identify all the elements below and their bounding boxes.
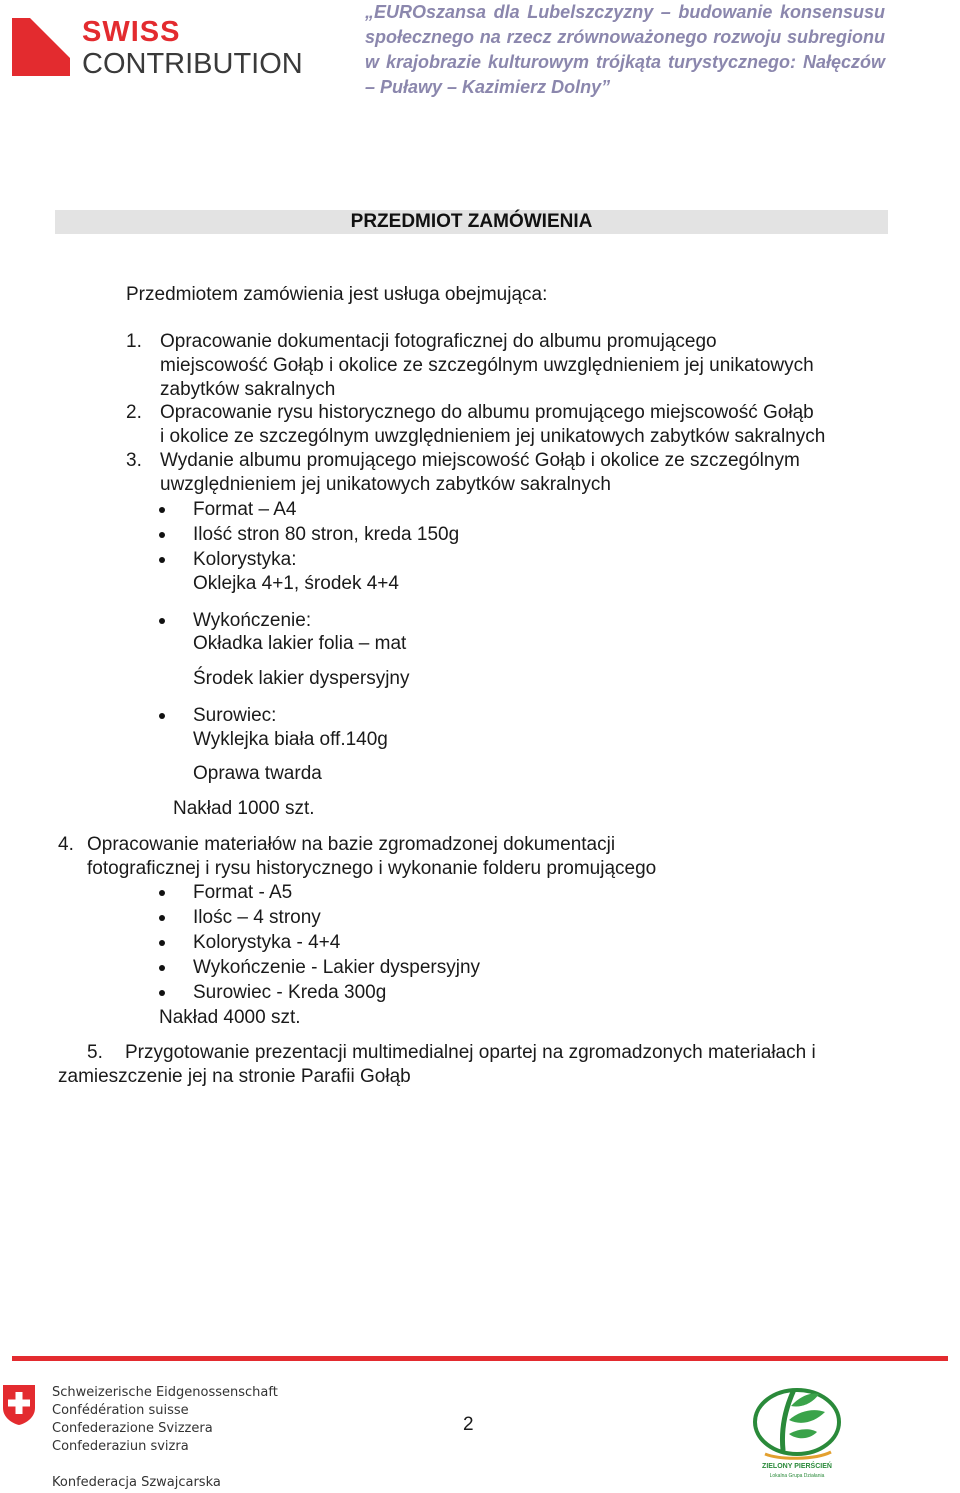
swiss-name-pl: Konfederacja Szwajcarska bbox=[52, 1475, 221, 1490]
bullet-icon bbox=[159, 890, 165, 896]
item-3-finish-inside: Środek lakier dyspersyjny bbox=[193, 668, 410, 689]
bullet-icon bbox=[159, 713, 165, 719]
item-3-print-run: Nakład 1000 szt. bbox=[173, 798, 315, 819]
item-5-line-2: zamieszczenie jej na stronie Parafii Gołąb bbox=[58, 1066, 411, 1087]
section-title: PRZEDMIOT ZAMÓWIENIA bbox=[350, 211, 593, 232]
item-4-format: Format - A5 bbox=[193, 882, 293, 903]
bullet-icon bbox=[159, 915, 165, 921]
item-4-print-run: Nakład 4000 szt. bbox=[159, 1007, 301, 1028]
item-3-pages: Ilość stron 80 stron, kreda 150g bbox=[193, 524, 460, 545]
item-3-line-1: Wydanie albumu promującego miejscowość Gołąb i okolice ze szczególnym bbox=[160, 450, 800, 471]
item-1-number: 1. bbox=[126, 331, 142, 352]
item-2-line-2: i okolice ze szczególnym uwzględnieniem jej unikatowych zabytków sakralnych bbox=[160, 426, 826, 447]
page-number: 2 bbox=[463, 1414, 474, 1435]
swiss-name-de: Schweizerische Eidgenossenschaft bbox=[52, 1385, 278, 1400]
item-3-format: Format – A4 bbox=[193, 499, 297, 520]
swiss-confederation-text bbox=[52, 1384, 278, 1456]
section-title-bar bbox=[55, 210, 888, 234]
item-2-line-1: Opracowanie rysu historycznego do albumu promującego miejscowość Gołąb bbox=[160, 402, 814, 423]
item-3-color-label: Kolorystyka: bbox=[193, 549, 297, 570]
item-3-line-2: uwzględnieniem jej unikatowych zabytków sakralnych bbox=[160, 474, 611, 495]
item-4-line-1: Opracowanie materiałów na bazie zgromadzonej dokumentacji bbox=[87, 834, 616, 855]
swiss-name-rm: Confederaziun svizra bbox=[52, 1439, 189, 1454]
item-1-line-1: Opracowanie dokumentacji fotograficznej do albumu promującego bbox=[160, 331, 717, 352]
project-title: „EUROszansa dla Lubelszczyzny – budowanie konsensusu społecznego na rzecz zrównoważonego rozwoju subregionu w krajobrazie kulturowym trójkąta turystycznego: Nałęczów – Puławy – Kazimierz Dolny” bbox=[365, 2, 885, 97]
item-1-line-2: miejscowość Gołąb i okolice ze szczególnym uwzględnieniem jej unikatowych bbox=[160, 355, 814, 376]
item-3-material-endpaper: Wyklejka biała off.140g bbox=[193, 729, 388, 750]
item-1-line-3: zabytków sakralnych bbox=[160, 379, 336, 400]
item-4-finish: Wykończenie - Lakier dyspersyjny bbox=[193, 957, 481, 978]
item-4-material: Surowiec - Kreda 300g bbox=[193, 982, 387, 1003]
zielony-pierscien-name: ZIELONY PIERŚCIEŃ bbox=[762, 1463, 832, 1470]
item-3-finish-cover: Okładka lakier folia – mat bbox=[193, 633, 407, 654]
item-3-color-value: Oklejka 4+1, środek 4+4 bbox=[193, 573, 399, 594]
swiss-name-it: Confederazione Svizzera bbox=[52, 1421, 213, 1436]
bullet-icon bbox=[159, 965, 165, 971]
bullet-icon bbox=[159, 990, 165, 996]
item-3-finish-label: Wykończenie: bbox=[193, 610, 312, 631]
footer-divider bbox=[12, 1356, 948, 1361]
zielony-pierscien-subtitle: Lokalna Grupa Działania bbox=[769, 1473, 825, 1479]
item-3-material-label: Surowiec: bbox=[193, 705, 277, 726]
item-4-colors: Kolorystyka - 4+4 bbox=[193, 932, 341, 953]
bullet-icon bbox=[159, 557, 165, 563]
item-4-line-2: fotograficznej i rysu historycznego i wykonanie folderu promującego bbox=[87, 858, 657, 879]
item-3-number: 3. bbox=[126, 450, 142, 471]
item-3-binding: Oprawa twarda bbox=[193, 763, 322, 784]
bullet-icon bbox=[159, 507, 165, 513]
bullet-icon bbox=[159, 618, 165, 624]
swiss-contribution-logo bbox=[12, 14, 312, 84]
item-4-pages: Ilośc – 4 strony bbox=[193, 907, 321, 928]
logo-text-swiss: SWISS bbox=[82, 16, 181, 48]
swiss-coat-of-arms-icon bbox=[2, 1384, 36, 1426]
bullet-icon bbox=[159, 532, 165, 538]
item-5-number: 5. bbox=[87, 1042, 103, 1063]
item-4-number: 4. bbox=[58, 834, 74, 855]
item-2-number: 2. bbox=[126, 402, 142, 423]
logo-text-contribution: CONTRIBUTION bbox=[82, 48, 303, 80]
swiss-name-fr: Confédération suisse bbox=[52, 1403, 189, 1418]
swiss-contribution-mark-icon bbox=[12, 18, 70, 76]
item-5-line-1: Przygotowanie prezentacji multimedialnej opartej na zgromadzonych materiałach i bbox=[125, 1042, 816, 1063]
bullet-icon bbox=[159, 940, 165, 946]
intro-text: Przedmiotem zamówienia jest usługa obejmująca: bbox=[126, 284, 548, 305]
